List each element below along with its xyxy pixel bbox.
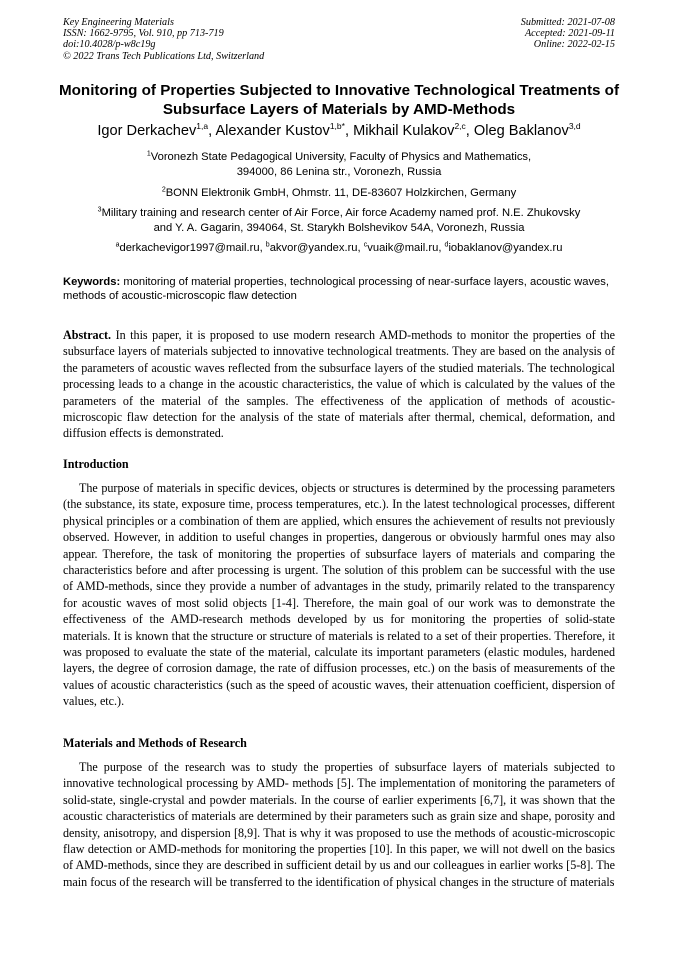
email-sup: b xyxy=(265,241,270,249)
email-link[interactable]: vuaik@mail.ru xyxy=(367,242,439,254)
abstract-text: In this paper, it is proposed to use modern research AMD-methods to monitor the properties of the subsurface layers of materials subjected to innovative technological treatments. They are based on the analysis of the parameters of acoustic waves reflected from the subsurface layers of the studied materials. The technological processing leads to a change in the acoustic characteristics, the value of which is calculated by the values of the parameters of the material of the samples. The effectiveness of the application of methods of acoustic-microscopic flaw detection for the analysis of the state of materials after thermal, chemical, deformation, and diffusion effects is demonstrated. xyxy=(63,328,615,441)
keywords-block xyxy=(63,275,615,303)
online-date: Online: 2022-02-15 xyxy=(533,39,615,51)
author-name: Alexander Kustov xyxy=(215,123,330,139)
author-name: Mikhail Kulakov xyxy=(353,123,455,139)
introduction-paragraph: The purpose of materials in specific devices, objects or structures is determined by the processing parameters (the substance, its state, exposure time, process temperatures, etc.). In the latest technological processes, different physical principles or a combination of them are applied, which ensures the achievement of results not previously observed. However, in addition to useful changes in properties, dangerous or obviously harmful ones may also appear. Therefore, the task of monitoring the properties of subsurface layers of materials and comparing the characteristics before and after processing is urgent. The solution of this problem can be successful with the use of AMD-methods, since they provide a number of advantages in the study, primarily related to the transparency for acoustic waves of most solid objects [1-4]. Therefore, the main goal of our work was to demonstrate the effectiveness of the AMD-research methods developed by us for monitoring the properties of solid-state materials. It is known that the structure or structure of materials is related to a set of their properties. Therefore, it was proposed to evaluate the state of the material, calculate its important parameters (elastic modules, hardened layers, the degree of corrosion damage, the rate of diffusion processes, etc.) on the basis of measurements of the values of acoustic characteristics (such as the speed of acoustic waves, their attenuation coefficient, dispersion of values, etc.). xyxy=(63,481,615,709)
affiliation-3 xyxy=(40,206,638,237)
author-name: Igor Derkachev xyxy=(97,123,197,139)
submitted-date: Submitted: 2021-07-08 xyxy=(520,17,615,28)
journal-name: Key Engineering Materials xyxy=(63,17,174,28)
section-heading-methods: Materials and Methods of Research xyxy=(63,736,247,750)
copyright: © 2022 Trans Tech Publications Ltd, Switzerland xyxy=(63,50,265,62)
author-name: Oleg Baklanov xyxy=(473,123,569,139)
affiliation-text: Military training and research center of Air Force, Air force Academy named prof. N.E. Zhukovsky xyxy=(101,207,581,219)
doi: doi:10.4028/p-w8c19g xyxy=(63,39,156,51)
keywords-text: monitoring of material properties, technological processing of near-surface layers, acoustic waves, methods of acoustic-microscopic flaw detection xyxy=(63,276,609,303)
author-affiliation-sup: 3,d xyxy=(568,121,581,132)
author-affiliation-sup: 2,c xyxy=(454,121,466,132)
affiliation-text: BONN Elektronik GmbH, Ohmstr. 11, DE-83607 Holzkirchen, Germany xyxy=(165,187,517,199)
keywords-label: Keywords: xyxy=(63,276,121,288)
affiliation-2 xyxy=(40,186,638,201)
affiliation-sup: 3 xyxy=(97,206,102,214)
abstract-block xyxy=(63,327,615,442)
paper-title: Monitoring of Properties Subjected to Innovative Technological Treatments of Subsurface Layers of Materials by AMD-Methods xyxy=(58,82,620,118)
affiliation-text: Voronezh State Pedagogical University, Faculty of Physics and Mathematics, xyxy=(150,151,532,163)
author-emails: $^a$derkachevigor1997@mail.ru, $^b$akvor@yandex.ru, $^c$vuaik@mail.ru, $^d$iobaklanov@yandex.ru xyxy=(115,241,563,254)
email-link[interactable]: akvor@yandex.ru xyxy=(269,242,358,254)
email-sup: c xyxy=(363,241,368,249)
affiliation-text: and Y. A. Gagarin, 394064, St. Starykh Bolshevikov 54A, Voronezh, Russia xyxy=(153,222,525,235)
email-sup: d xyxy=(444,241,449,249)
email-sup: a xyxy=(115,241,120,249)
author-affiliation-sup: 1,b* xyxy=(329,121,345,132)
publication-dates xyxy=(521,17,615,51)
journal-info xyxy=(63,17,264,62)
affiliation-sup: 1 xyxy=(146,150,151,158)
affiliation-1 xyxy=(40,150,638,181)
email-link[interactable]: iobaklanov@yandex.ru xyxy=(448,242,563,254)
affiliation-text: 394000, 86 Lenina str., Voronezh, Russia xyxy=(236,166,442,179)
section-heading-introduction: Introduction xyxy=(63,457,129,471)
abstract-label: Abstract. xyxy=(63,328,112,342)
affiliation-sup: 2 xyxy=(161,186,166,194)
author-list: Igor Derkachev$^{1,a}$, Alexander Kustov$^{1,b*}$, Mikhail Kulakov$^{2,c}$, Oleg Baklanov$^{3,d}$ xyxy=(97,121,581,139)
author-affiliation-sup: 1,a xyxy=(196,121,209,132)
email-link[interactable]: derkachevigor1997@mail.ru xyxy=(119,242,260,254)
issn: ISSN: 1662-9795, Vol. 910, pp 713-719 xyxy=(63,28,224,40)
accepted-date: Accepted: 2021-09-11 xyxy=(524,28,615,40)
methods-paragraph: The purpose of the research was to study the properties of subsurface layers of materials subjected to innovative technological processing by AMD- methods [5]. The implementation of monitoring the parameters of solid-state, single-crystal and powder materials. In the course of earlier experiments [6,7], it was shown that the acoustic characteristics of materials are determined by their parameters such as grain size and shape, porosity and density, anisotropy, and dispersion [8,9]. That is why it was proposed to use the methods of acoustic-microscopic flaw detection or AMD-methods for monitoring the properties [10]. In this paper, we will not dwell on the basics of AMD-methods, since they are described in sufficient detail by us and our colleagues in earlier works [5-8]. The main focus of the research will be transferred to the identification of physical changes in the structure of materials xyxy=(63,760,615,889)
